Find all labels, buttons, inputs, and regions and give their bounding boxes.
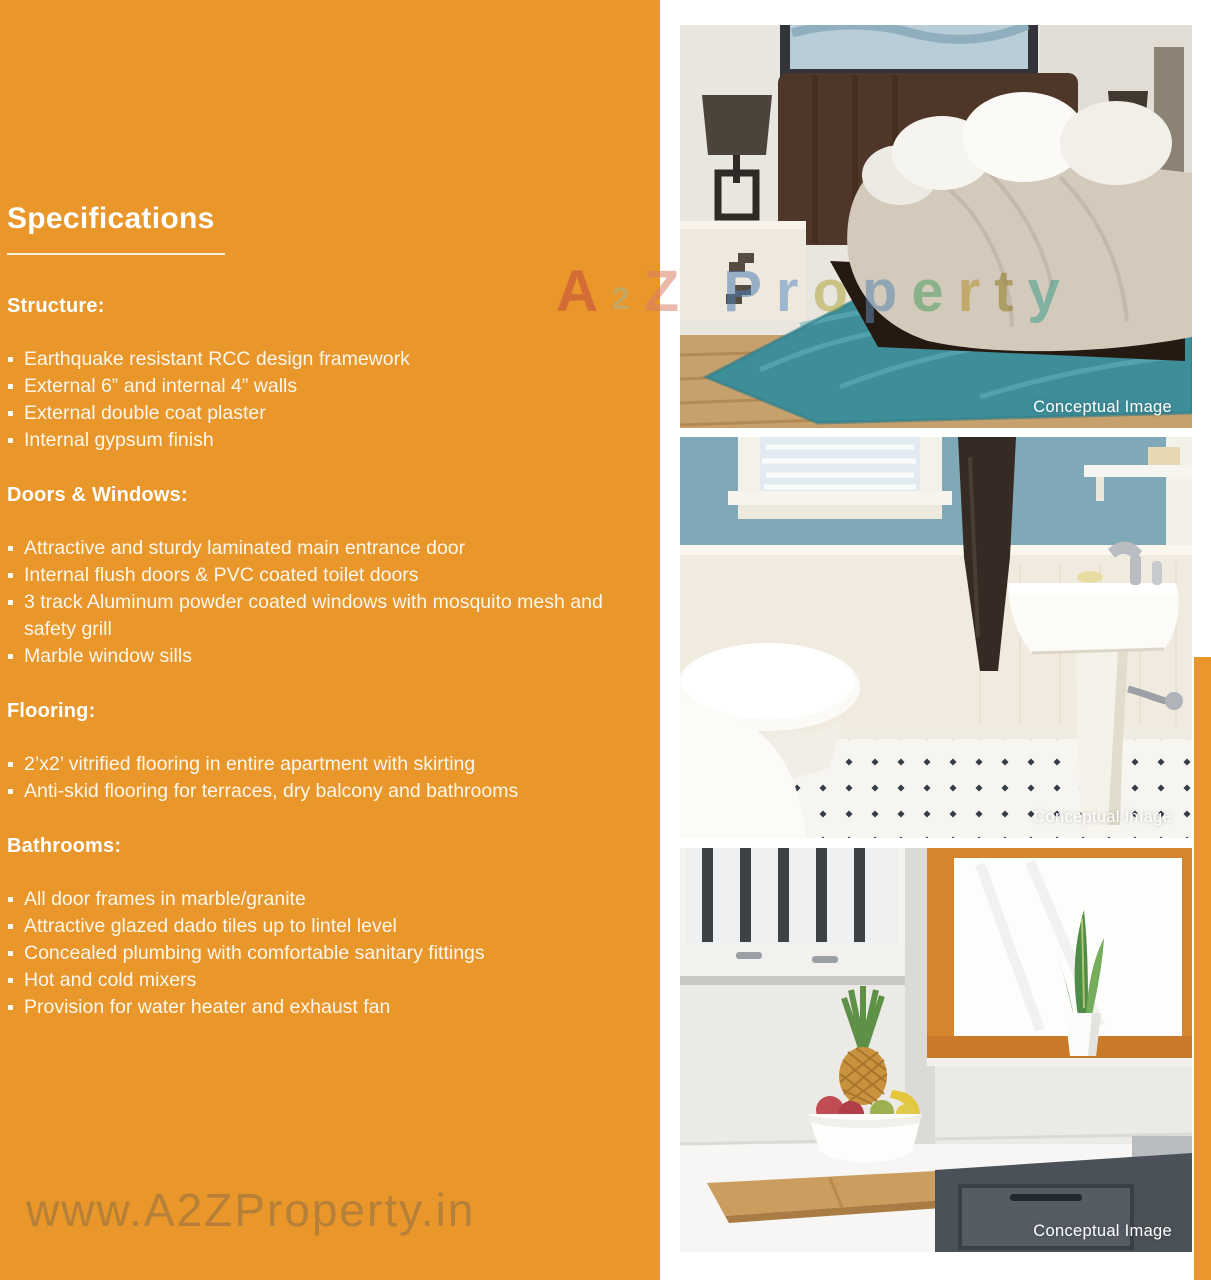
spec-item xyxy=(7,427,625,454)
kitchen-window xyxy=(927,848,1192,1066)
bathroom-illustration xyxy=(680,437,1192,838)
spec-item-text: Marble window sills xyxy=(24,645,192,667)
bathroom-window xyxy=(728,437,952,519)
spec-item-text: External double coat plaster xyxy=(24,402,266,424)
spec-item xyxy=(7,643,625,670)
spec-item xyxy=(7,400,625,427)
title-underline xyxy=(7,253,225,255)
panel-content xyxy=(7,202,653,1021)
watermark-letter: Z xyxy=(643,259,694,324)
watermark-letter: r xyxy=(775,259,813,324)
spec-item xyxy=(7,994,625,1021)
bedroom-illustration xyxy=(680,25,1192,428)
photos-column xyxy=(680,0,1192,1280)
photo-caption: Conceptual Image xyxy=(1033,1222,1172,1240)
spec-item-text: External 6” and internal 4” walls xyxy=(24,375,298,397)
photo-caption: Conceptual Image xyxy=(1033,398,1172,416)
watermark-letter: y xyxy=(1027,259,1074,324)
spec-item-text: All door frames in marble/granite xyxy=(24,888,306,910)
spec-item-text: Internal flush doors & PVC coated toilet doors xyxy=(24,564,419,586)
watermark-letter: t xyxy=(994,259,1028,324)
spec-item-text: Internal gypsum finish xyxy=(24,429,214,451)
bullet-icon xyxy=(8,924,13,929)
spec-section xyxy=(7,700,653,805)
section-heading: Doors & Windows: xyxy=(7,484,188,506)
watermark-letter: P xyxy=(723,259,776,324)
wall-art xyxy=(780,25,1038,79)
bullet-icon xyxy=(8,357,13,362)
spec-item-text: Provision for water heater and exhaust fan xyxy=(24,996,391,1018)
watermark-bottom: www.A2ZProperty.in xyxy=(26,1184,476,1236)
watermark-letter: A xyxy=(556,259,612,324)
section-heading: Bathrooms: xyxy=(7,835,122,857)
spec-sections xyxy=(7,295,653,1021)
bullet-icon xyxy=(8,897,13,902)
section-items xyxy=(7,346,625,454)
spec-item-text: Hot and cold mixers xyxy=(24,969,197,991)
bullet-icon xyxy=(8,573,13,578)
spec-item xyxy=(7,373,625,400)
bullet-icon xyxy=(8,546,13,551)
spec-item-text: Attractive glazed dado tiles up to lintel level xyxy=(24,915,397,937)
spec-item xyxy=(7,562,625,589)
watermark-letter: p xyxy=(861,259,912,324)
right-orange-strip xyxy=(1194,657,1211,1280)
spec-item xyxy=(7,589,625,643)
page-title: Specifications xyxy=(7,202,215,235)
watermark-letter: 2 xyxy=(611,280,644,317)
section-items xyxy=(7,751,625,805)
spec-item xyxy=(7,751,625,778)
section-heading: Structure: xyxy=(7,295,105,317)
spec-item xyxy=(7,535,625,562)
spec-section xyxy=(7,295,653,454)
photo-caption: Conceptual Image xyxy=(1033,808,1172,826)
section-items xyxy=(7,535,625,670)
bullet-icon xyxy=(8,951,13,956)
spec-item xyxy=(7,967,625,994)
spec-item-text: Concealed plumbing with comfortable sanitary fittings xyxy=(24,942,485,964)
spec-item xyxy=(7,778,625,805)
nightstand xyxy=(680,221,806,321)
kitchen-illustration xyxy=(680,848,1192,1252)
section-heading: Flooring: xyxy=(7,700,96,722)
upper-cabinets xyxy=(680,848,905,985)
spec-section xyxy=(7,835,653,1021)
watermark-letter: o xyxy=(812,259,862,324)
spec-item-text: 3 track Aluminum powder coated windows with mosquito mesh and safety grill xyxy=(24,591,603,640)
bedroom-photo xyxy=(680,25,1192,428)
bullet-icon xyxy=(8,654,13,659)
soap xyxy=(1077,571,1103,583)
watermark-letter: e xyxy=(911,259,958,324)
kitchen-photo xyxy=(680,848,1192,1252)
bullet-icon xyxy=(8,762,13,767)
spec-item-text: Earthquake resistant RCC design framework xyxy=(24,348,410,370)
bullet-icon xyxy=(8,600,13,605)
bullet-icon xyxy=(8,411,13,416)
section-items xyxy=(7,886,625,1021)
spec-item xyxy=(7,886,625,913)
spec-item-text: Attractive and sturdy laminated main entrance door xyxy=(24,537,466,559)
bullet-icon xyxy=(8,1005,13,1010)
bullet-icon xyxy=(8,978,13,983)
bathroom-photo xyxy=(680,437,1192,838)
watermark-letter: r xyxy=(957,259,995,324)
spec-item xyxy=(7,346,625,373)
bullet-icon xyxy=(8,438,13,443)
bullet-icon xyxy=(8,789,13,794)
spec-item-text: 2’x2’ vitrified flooring in entire apartment with skirting xyxy=(24,753,476,775)
spec-item-text: Anti-skid flooring for terraces, dry balcony and bathrooms xyxy=(24,780,519,802)
spec-item xyxy=(7,913,625,940)
spec-section xyxy=(7,484,653,670)
bullet-icon xyxy=(8,384,13,389)
spec-item xyxy=(7,940,625,967)
